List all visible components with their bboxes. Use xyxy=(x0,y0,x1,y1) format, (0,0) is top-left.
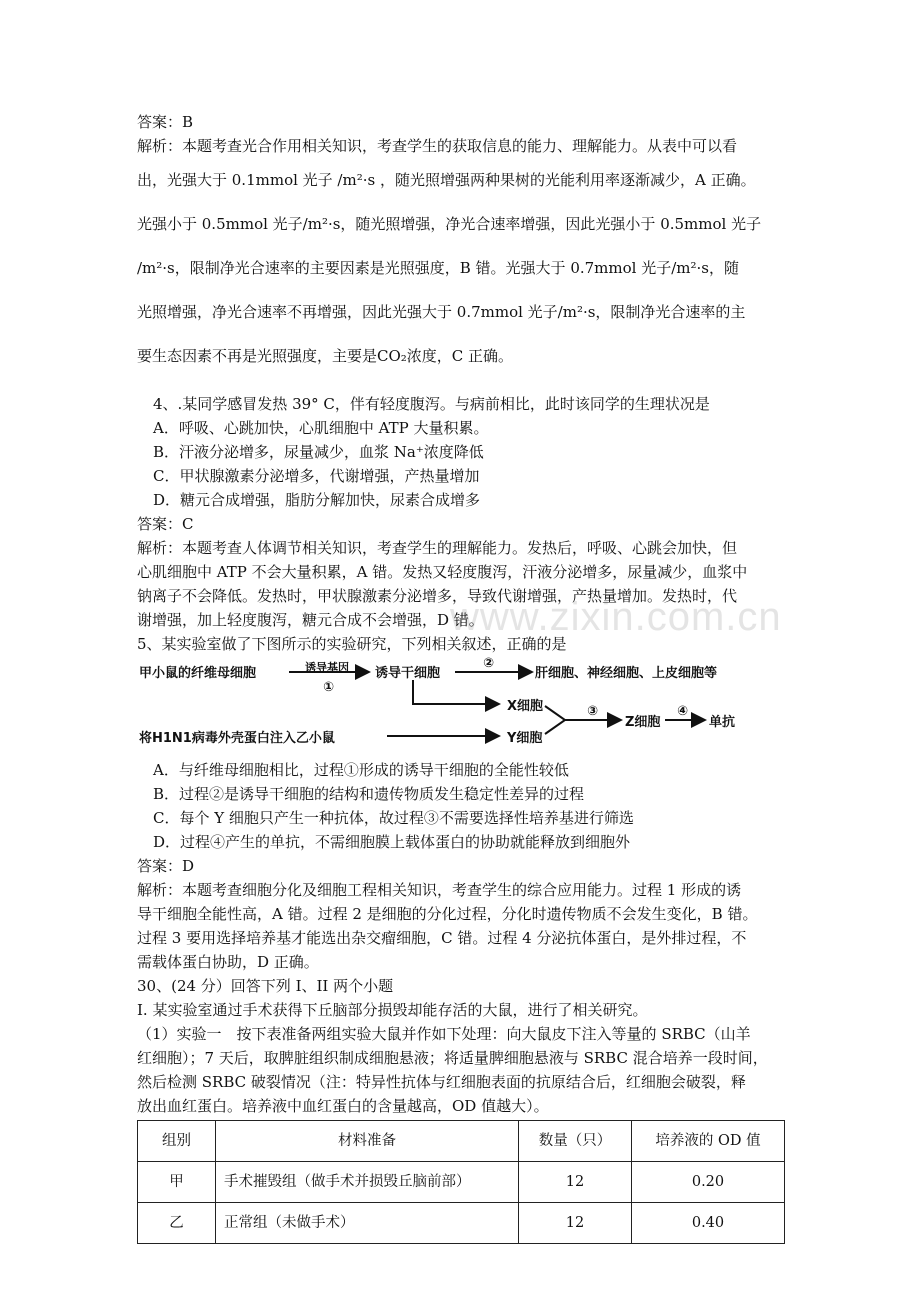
table-header-cell: 组别 xyxy=(138,1121,216,1162)
q5-exp-line: 需载体蛋白协助，D 正确。 xyxy=(137,953,319,971)
q4-exp-line: 解析：本题考查人体调节相关知识，考查学生的理解能力。发热后，呼吸、心跳会加快，但 xyxy=(137,539,738,557)
q3-exp-line: 光照增强，净光合速率不再增强，因此光强大于 0.7mmol 光子/m²·s，限制净光合速率的主 xyxy=(137,303,746,321)
table-row xyxy=(138,1162,785,1203)
q5-option-c: C．每个 Y 细胞只产生一种抗体，故过程③不需要选择性培养基进行筛选 xyxy=(153,809,634,827)
table-cell: 正常组（未做手术） xyxy=(216,1203,519,1244)
q3-exp-line: 解析：本题考查光合作用相关知识，考查学生的获取信息的能力、理解能力。从表中可以看 xyxy=(137,137,738,155)
node-z-cell: Z细胞 xyxy=(625,715,661,730)
label-step-2: ② xyxy=(483,656,495,671)
q4-stem: 4、.某同学感冒发热 39° C，伴有轻度腹泻。与病前相比，此时该同学的生理状况是 xyxy=(153,395,710,413)
q30-title: 30、(24 分）回答下列 I、II 两个小题 xyxy=(137,977,394,995)
q5-exp-line: 过程 3 要用选择培养基才能选出杂交瘤细胞，C 错。过程 4 分泌抗体蛋白，是外排过程，不 xyxy=(137,929,747,947)
q4-option-b: B．汗液分泌增多，尿量减少，血浆 Na⁺浓度降低 xyxy=(153,443,484,461)
node-y-cell: Y细胞 xyxy=(507,731,543,746)
table-cell: 手术摧毁组（做手术并损毁丘脑前部） xyxy=(216,1162,519,1203)
q30-paragraph-line: （1）实验一 按下表准备两组实验大鼠并作如下处理：向大鼠皮下注入等量的 SRBC（山羊 xyxy=(137,1025,751,1043)
table-header-cell: 材料准备 xyxy=(216,1121,519,1162)
q5-stem: 5、某实验室做了下图所示的实验研究，下列相关叙述，正确的是 xyxy=(137,635,567,653)
document-page xyxy=(137,110,787,1244)
node-x-cell: X细胞 xyxy=(507,699,544,714)
table-cell: 0.40 xyxy=(632,1203,785,1244)
merge-bracket xyxy=(545,706,565,734)
table-cell: 12 xyxy=(519,1162,632,1203)
node-h1n1-injection: 将H1N1病毒外壳蛋白注入乙小鼠 xyxy=(139,731,335,746)
q5-exp-line: 导干细胞全能性高，A 错。过程 2 是细胞的分化过程，分化时遗传物质不会发生变化，B 错。 xyxy=(137,905,758,923)
q3-exp-line: 光强小于 0.5mmol 光子/m²·s，随光照增强，净光合速率增强，因此光强小于 0.5mmol 光子 xyxy=(137,215,762,233)
label-step-3: ③ xyxy=(587,704,599,719)
table-cell: 0.20 xyxy=(632,1162,785,1203)
q3-exp-line: 要生态因素不再是光照强度，主要是CO₂浓度，C 正确。 xyxy=(137,347,514,365)
q30-intro: I. 某实验室通过手术获得下丘脑部分损毁却能存活的大鼠，进行了相关研究。 xyxy=(137,1001,648,1019)
watermark: www.zixin.com.cn xyxy=(450,595,782,639)
q4-option-a: A．呼吸、心跳加快，心肌细胞中 ATP 大量积累。 xyxy=(153,419,489,437)
node-differentiated-cells: 肝细胞、神经细胞、上皮细胞等 xyxy=(535,666,718,681)
label-step-4: ④ xyxy=(677,704,689,719)
q30-paragraph-line: 然后检测 SRBC 破裂情况（注：特异性抗体与红细胞表面的抗原结合后，红细胞会破裂，释 xyxy=(137,1073,746,1091)
q5-option-d: D．过程④产生的单抗，不需细胞膜上载体蛋白的协助就能释放到细胞外 xyxy=(153,833,631,851)
node-antibody: 单抗 xyxy=(709,715,736,730)
q5-exp-line: 解析：本题考查细胞分化及细胞工程相关知识，考查学生的综合应用能力。过程 1 形成的诱 xyxy=(137,881,742,899)
table-cell: 乙 xyxy=(138,1203,216,1244)
q4-option-d: D．糖元合成增强，脂肪分解加快，尿素合成增多 xyxy=(153,491,481,509)
q4-exp-line: 谢增强，加上轻度腹泻，糖元合成不会增强，D 错。 xyxy=(137,611,484,629)
node-fibroblast: 甲小鼠的纤维母细胞 xyxy=(139,666,257,681)
q4-answer: 答案：C xyxy=(137,515,194,533)
label-step-1: ① xyxy=(323,680,335,695)
q30-paragraph-line: 红细胞）；7 天后，取脾脏组织制成细胞悬液；将适量脾细胞悬液与 SRBC 混合培养一段时间， xyxy=(137,1049,768,1067)
node-ips-cell: 诱导干细胞 xyxy=(375,666,441,681)
q4-exp-line: 心肌细胞中 ATP 不会大量积累，A 错。发热又轻度腹泻，汗液分泌增多，尿量减少，血浆中 xyxy=(137,563,748,581)
table-cell: 甲 xyxy=(138,1162,216,1203)
experiment-table xyxy=(137,1120,785,1244)
table-header-cell: 数量（只） xyxy=(519,1121,632,1162)
q3-exp-line: /m²·s，限制净光合速率的主要因素是光照强度，B 错。光强大于 0.7mmol 光子/m²·s，随 xyxy=(137,259,739,277)
q3-answer: 答案：B xyxy=(137,113,194,131)
q5-answer: 答案：D xyxy=(137,857,195,875)
q5-option-a: A．与纤维母细胞相比，过程①形成的诱导干细胞的全能性较低 xyxy=(153,761,569,779)
q5-option-b: B．过程②是诱导干细胞的结构和遗传物质发生稳定性差异的过程 xyxy=(153,785,585,803)
q3-exp-line: 出，光强大于 0.1mmol 光子 /m²·s ，随光照增强两种果树的光能利用率逐渐减少，A 正确。 xyxy=(137,171,756,189)
q30-paragraph-line: 放出血红蛋白。培养液中血红蛋白的含量越高，OD 值越大）。 xyxy=(137,1097,549,1115)
table-header-cell: 培养液的 OD 值 xyxy=(632,1121,785,1162)
table-cell: 12 xyxy=(519,1203,632,1244)
table-header-row xyxy=(138,1121,785,1162)
table-row xyxy=(138,1203,785,1244)
q4-exp-line: 钠离子不会降低。发热时，甲状腺激素分泌增多，导致代谢增强，产热量增加。发热时，代 xyxy=(137,587,738,605)
experiment-diagram xyxy=(137,658,767,754)
q4-option-c: C．甲状腺激素分泌增多，代谢增强，产热量增加 xyxy=(153,467,480,485)
label-induce-gene: 诱导基因 xyxy=(305,661,349,674)
